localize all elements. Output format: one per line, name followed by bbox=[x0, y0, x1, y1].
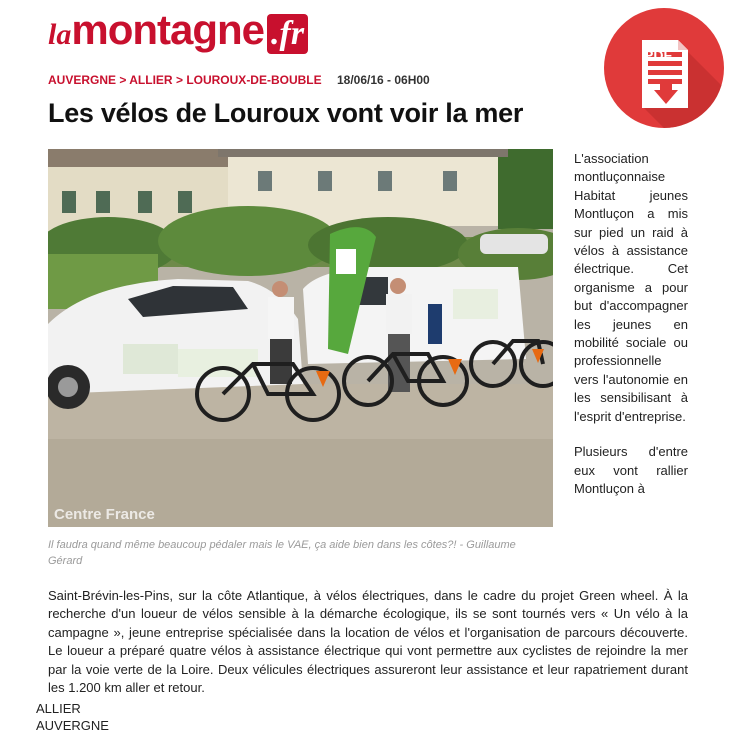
breadcrumb bbox=[48, 73, 430, 87]
article-date: 18/06/16 - 06H00 bbox=[336, 73, 430, 87]
article-tags bbox=[36, 700, 109, 734]
logo-la: la bbox=[48, 18, 72, 51]
breadcrumb-auvergne[interactable]: AUVERGNE bbox=[48, 73, 117, 87]
pdf-download-icon bbox=[604, 8, 724, 128]
logo-montagne: montagne bbox=[71, 6, 265, 53]
tag-allier[interactable]: ALLIER bbox=[36, 701, 81, 716]
breadcrumb-allier[interactable]: ALLIER bbox=[129, 73, 173, 87]
breadcrumb-separator: > bbox=[119, 73, 127, 87]
pdf-download-button[interactable] bbox=[604, 8, 724, 128]
side-column bbox=[574, 150, 688, 498]
side-paragraph-2: Plusieurs d'entre eux vont rallier Montluçon à bbox=[574, 444, 688, 496]
photo-illustration bbox=[48, 149, 553, 527]
breadcrumb-separator: > bbox=[175, 73, 183, 87]
breadcrumb-louroux[interactable]: LOUROUX-DE-BOUBLE bbox=[186, 73, 322, 87]
tag-auvergne[interactable]: AUVERGNE bbox=[36, 718, 109, 733]
logo-fr-badge: .fr bbox=[267, 14, 308, 54]
side-paragraph-1: L'association montluçonnaise Habitat jeunes Montluçon a mis sur pied un raid à vélos à assistance électrique. Cet organisme a pour but d'accompagner les jeunes en mobilité sociale ou professionnelle vers l'autonomie en les sensibilisant à l'esprit d'entreprise. bbox=[574, 151, 688, 424]
photo-watermark: Centre France bbox=[54, 506, 155, 523]
article-photo bbox=[48, 149, 553, 527]
article-body: Saint-Brévin-les-Pins, sur la côte Atlantique, à vélos électriques, dans le cadre du projet Green wheel. À la recherche d'un loueur de vélos sensible à la démarche écologique, ils se sont tournés vers « Un vélo à la campagne », jeune entreprise spécialisée dans la location de vélos et l'organisation de parcours découverte. Le loueur a préparé quatre vélos à assistance électrique qui vont permettre aux cyclistes de rejoindre la mer par la voie verte de la Loire. Deux vélicules électriques assureront leur assistance et leur rapatriement durant les 1.200 km aller et retour. bbox=[48, 588, 688, 696]
article-title: Les vélos de Louroux vont voir la mer bbox=[48, 98, 524, 128]
photo-caption: Il faudra quand même beaucoup pédaler mais le VAE, ça aide bien dans les côtes?! - Guillaume Gérard bbox=[48, 539, 516, 567]
pdf-label: PDF bbox=[644, 47, 672, 63]
site-logo[interactable] bbox=[48, 6, 308, 56]
